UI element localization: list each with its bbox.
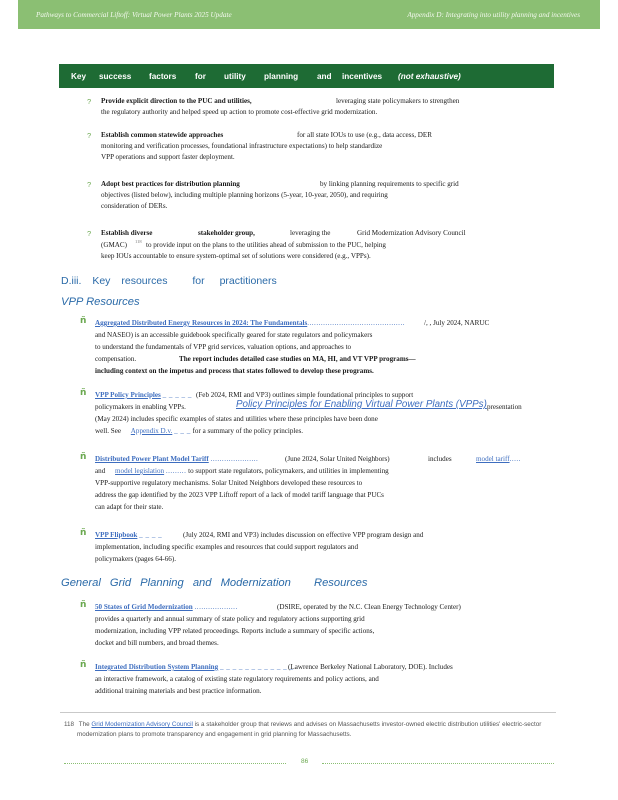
resource-text: (May 2024) includes specific examples of states and utilities where these principles have been done [95, 415, 378, 423]
resource-text: and NASEO) is an accessible guidebook specifically geared for state regulators and policymakers [95, 331, 373, 339]
resource-link[interactable]: Appendix D.v. [130, 427, 173, 435]
resource-text: policymakers (pages 64-66). [95, 555, 176, 563]
resource-text: The report includes detailed case studies on MA, HI, and VT VPP programs— [179, 355, 416, 363]
link-leader: ........................................... [307, 319, 405, 327]
heading-word: Resources [314, 577, 368, 589]
section-number: D.iii. [61, 275, 82, 287]
link-leader: ................... [194, 603, 238, 611]
factor-text: for all state IOUs to use (e.g., data access, DER [297, 131, 432, 139]
banner-word: for [195, 72, 206, 81]
arrow-bullet-icon: ñ [80, 600, 87, 610]
factor-text: to provide input on the plans to the utilities ahead of submission to the PUC, helping [146, 241, 386, 249]
banner-word: factors [149, 72, 177, 81]
bullet-icon: ? [87, 180, 92, 189]
banner-word: planning [264, 72, 299, 81]
resource-text: modernization, including VPP related proceedings. Reports include a summary of specific actions, [95, 627, 375, 635]
resource-link[interactable]: Policy Principles for Enabling Virtual Power Plants (VPPs) [236, 399, 487, 410]
factor-text: (GMAC) [101, 241, 128, 249]
factor-text: leveraging state policymakers to strengthen [336, 97, 460, 105]
resource-link[interactable]: model legislation [115, 467, 165, 475]
section-heading [61, 275, 277, 287]
resource-text: and [95, 467, 106, 475]
factor-text: Grid Modernization Advisory Council [357, 229, 466, 237]
resource-text: to support state regulators, policymakers, and utilities in implementing [188, 467, 389, 475]
resource-meta: /, , July 2024, NARUC [424, 319, 490, 327]
resource-link[interactable]: VPP Policy Principles [95, 391, 161, 399]
resource-text: for a summary of the policy principles. [192, 427, 304, 435]
arrow-bullet-icon: ñ [80, 660, 87, 670]
arrow-bullet-icon: ñ [80, 452, 87, 462]
link-leader: ..... [509, 455, 521, 463]
link-leader: ......... [165, 467, 187, 475]
resource-text: additional training materials and best practice information. [95, 687, 262, 695]
banner-word: success [99, 72, 132, 81]
resource-link[interactable]: model tariff [476, 455, 510, 463]
page-number: 86 [301, 758, 309, 765]
success-factors-banner [59, 64, 554, 88]
resource-link[interactable]: VPP Flipbook [95, 531, 138, 539]
banner-qualifier: (not exhaustive) [398, 72, 461, 81]
arrow-bullet-icon: ñ [80, 528, 87, 538]
section-word: for [192, 275, 205, 287]
heading-word: and [192, 577, 212, 589]
resource-link[interactable]: Distributed Power Plant Model Tariff [95, 455, 209, 463]
footer-rule-left [64, 763, 286, 764]
resource-link[interactable]: Aggregated Distributed Energy Resources in 2024: The Fundamentals [95, 319, 308, 327]
factor-lead: Establish diverse [101, 229, 153, 237]
factor-text: leveraging the [290, 229, 331, 237]
bullet-icon: ? [87, 131, 92, 140]
resource-text: can adapt for their state. [95, 503, 164, 511]
running-header [18, 0, 600, 29]
footnote-text: modernization plans to promote transparency and engagement in grid planning for Massachusetts. [77, 731, 352, 738]
resource-text: an interactive framework, a catalog of existing state regulatory requirements and policy actions, and [95, 675, 379, 683]
arrow-bullet-icon: ñ [80, 388, 87, 398]
heading-word: Planning [140, 577, 184, 589]
footnote-number: 118 [64, 721, 75, 728]
link-leader: _ _ _ _ [139, 531, 163, 539]
factor-text: keep IOUs accountable to ensure system-optimal set of solutions were considered (e.g., VPPs). [101, 252, 371, 260]
factor-text: monitoring and verification processes, foundational infrastructure expectations) to help standardize [101, 142, 383, 150]
footnote-divider [60, 712, 556, 713]
resource-text: well. See [95, 427, 122, 435]
resource-text: VPP-supportive regulatory mechanisms. Solar United Neighbors developed these resources to [95, 479, 363, 487]
heading-word: Grid [109, 577, 132, 589]
footnote [64, 721, 541, 728]
factor-text: objectives (listed below), including multiple planning horizons (5-year, 10-year, 2050), and requiring [101, 191, 388, 199]
banner-word: and [317, 72, 332, 81]
vpp-resources-heading: VPP Resources [61, 296, 140, 308]
resource-text: compensation. [95, 355, 137, 363]
footnote-ref: 118 [135, 239, 142, 244]
footnote-link[interactable]: Grid Modernization Advisory Council [91, 721, 193, 728]
factor-text: by linking planning requirements to specific grid [320, 180, 459, 188]
resource-meta: (Feb 2024, RMI and VP3) outlines simple foundational principles to support [196, 391, 414, 399]
factor-lead: stakeholder group, [198, 229, 255, 237]
resource-text: includes [428, 455, 452, 463]
resource-text: including context on the impetus and process that states followed to develop these programs. [95, 367, 374, 375]
resource-text: address the gap identified by the 2023 VPP Liftoff report of a lack of model tariff language that PUCs [95, 491, 384, 499]
arrow-bullet-icon: ñ [80, 316, 87, 326]
resource-text: presentation [487, 403, 522, 411]
link-leader: _ _ _ [174, 427, 191, 435]
grid-resources-heading [61, 577, 367, 589]
factor-lead: Adopt best practices for distribution planning [101, 180, 240, 188]
running-header-left: Pathways to Commercial Liftoff: Virtual Power Plants 2025 Update [36, 11, 232, 19]
bullet-icon: ? [87, 229, 92, 238]
resource-meta: (Lawrence Berkeley National Laboratory, DOE). Includes [288, 663, 453, 671]
heading-word: Modernization [220, 577, 291, 589]
bullet-icon: ? [87, 97, 92, 106]
resource-link[interactable]: 50 States of Grid Modernization [95, 603, 193, 611]
running-header-right: Appendix D: Integrating into utility planning and incentives [407, 11, 580, 19]
banner-word: Key [71, 72, 87, 81]
resource-text: policymakers in enabling VPPs. [95, 403, 186, 411]
heading-word: General [61, 577, 101, 589]
factor-lead: Establish common statewide approaches [101, 131, 224, 139]
section-word: resources [121, 275, 168, 287]
resource-meta: (June 2024, Solar United Neighbors) [285, 455, 390, 463]
section-word: practitioners [219, 275, 277, 287]
resource-text: provides a quarterly and annual summary of state policy and regulatory actions supporting grid [95, 615, 365, 623]
resource-text: docket and bill numbers, and broad themes. [95, 639, 219, 647]
link-leader: ..................... [210, 455, 259, 463]
resource-link[interactable]: Integrated Distribution System Planning [95, 663, 219, 671]
link-leader: _ _ _ _ _ _ _ _ _ _ _ _ [219, 663, 294, 671]
factor-text: the regulatory authority and helped speed up action to promote cost-effective grid modernization. [101, 108, 378, 116]
resource-meta: (DSIRE, operated by the N.C. Clean Energy Technology Center) [277, 603, 461, 611]
link-leader: _ _ _ _ _ [162, 391, 192, 399]
resource-meta: (July 2024, RMI and VP3) includes discussion on effective VPP program design and [183, 531, 424, 539]
footer-rule-right [322, 763, 554, 764]
resource-text: implementation, including specific examples and resources that could support regulators and [95, 543, 358, 551]
banner-word: incentives [342, 72, 383, 81]
footnote-text: is a stakeholder group that reviews and advises on Massachusetts investor-owned electric distribution utilities' electric-sector [194, 721, 542, 728]
resource-text: to understand the fundamentals of VPP grid services, valuation options, and approaches to [95, 343, 352, 351]
factor-lead: Provide explicit direction to the PUC and utilities, [101, 97, 252, 105]
section-word: Key [92, 275, 111, 287]
factor-text: consideration of DERs. [101, 202, 168, 210]
banner-word: utility [224, 72, 246, 81]
footnote-text: The [78, 721, 90, 728]
factor-text: VPP operations and support faster deployment. [101, 153, 235, 161]
